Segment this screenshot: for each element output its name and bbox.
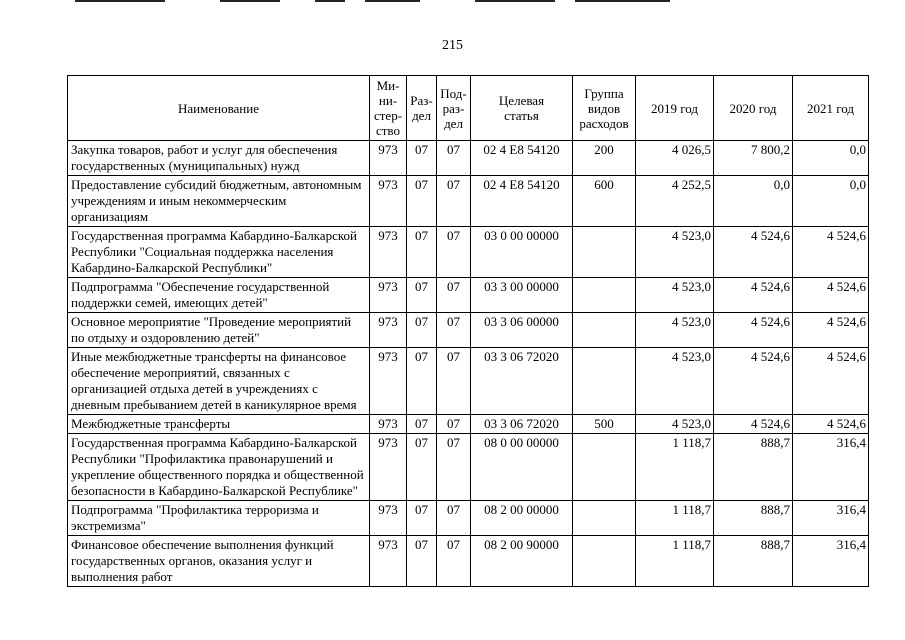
row-ministry: 973 [370, 141, 407, 176]
row-2020: 888,7 [714, 536, 793, 587]
previous-page-text-edge [75, 0, 675, 3]
row-name: Закупка товаров, работ и услуг для обеспечения государственных (муниципальных) нужд [68, 141, 370, 176]
row-target: 08 2 00 90000 [471, 536, 573, 587]
column-header-2019: 2019 год [636, 76, 714, 141]
column-header-name: Наименование [68, 76, 370, 141]
row-target: 03 0 00 00000 [471, 227, 573, 278]
budget-table [67, 75, 869, 587]
row-ministry: 973 [370, 434, 407, 501]
table-row [68, 141, 869, 176]
column-header-ministry-label: Ми- ни- стер- ство [373, 78, 403, 138]
row-2021: 4 524,6 [793, 227, 869, 278]
row-subsection: 07 [437, 348, 471, 415]
row-name: Межбюджетные трансферты [68, 415, 370, 434]
row-name: Финансовое обеспечение выполнения функций государственных органов, оказания услуг и выполнения работ [68, 536, 370, 587]
row-ministry: 973 [370, 227, 407, 278]
row-ministry: 973 [370, 536, 407, 587]
table-row [68, 227, 869, 278]
column-header-2020: 2020 год [714, 76, 793, 141]
row-2019: 1 118,7 [636, 501, 714, 536]
row-name: Государственная программа Кабардино-Балкарской Республики "Социальная поддержка населения Кабардино-Балкарской Республики" [68, 227, 370, 278]
row-section: 07 [407, 278, 437, 313]
row-2021: 4 524,6 [793, 348, 869, 415]
row-2021: 316,4 [793, 434, 869, 501]
row-2019: 4 523,0 [636, 227, 714, 278]
row-group [573, 278, 636, 313]
row-2021: 4 524,6 [793, 313, 869, 348]
page-number: 215 [442, 38, 463, 53]
row-2019: 4 252,5 [636, 176, 714, 227]
row-2021: 0,0 [793, 176, 869, 227]
column-header-ministry [370, 76, 407, 141]
column-header-subsection-label: Под- раз- дел [440, 85, 467, 131]
row-group: 600 [573, 176, 636, 227]
column-header-target-label: Целевая статья [498, 93, 545, 123]
row-2020: 4 524,6 [714, 313, 793, 348]
row-2019: 4 523,0 [636, 313, 714, 348]
row-subsection: 07 [437, 415, 471, 434]
row-section: 07 [407, 176, 437, 227]
table-row [68, 348, 869, 415]
row-name: Основное мероприятие "Проведение мероприятий по отдыху и оздоровлению детей" [68, 313, 370, 348]
row-ministry: 973 [370, 348, 407, 415]
table-row [68, 176, 869, 227]
row-section: 07 [407, 348, 437, 415]
row-2021: 316,4 [793, 501, 869, 536]
table-row [68, 536, 869, 587]
row-subsection: 07 [437, 434, 471, 501]
row-2019: 4 523,0 [636, 278, 714, 313]
row-target: 03 3 06 00000 [471, 313, 573, 348]
row-ministry: 973 [370, 313, 407, 348]
row-name: Иные межбюджетные трансферты на финансовое обеспечение мероприятий, связанных с организацией отдыха детей в учреждениях с дневным пребыванием детей в каникулярное время [68, 348, 370, 415]
table-row [68, 434, 869, 501]
column-header-group-label: Группа видов расходов [579, 85, 629, 131]
row-section: 07 [407, 141, 437, 176]
table-header-row [68, 76, 869, 141]
row-subsection: 07 [437, 313, 471, 348]
row-group [573, 434, 636, 501]
row-target: 08 2 00 00000 [471, 501, 573, 536]
row-group [573, 227, 636, 278]
column-header-target-article [471, 76, 573, 141]
row-group [573, 348, 636, 415]
row-subsection: 07 [437, 176, 471, 227]
column-header-2021: 2021 год [793, 76, 869, 141]
row-section: 07 [407, 227, 437, 278]
row-2020: 0,0 [714, 176, 793, 227]
row-2020: 4 524,6 [714, 348, 793, 415]
row-2021: 316,4 [793, 536, 869, 587]
row-section: 07 [407, 434, 437, 501]
row-2020: 4 524,6 [714, 278, 793, 313]
row-target: 08 0 00 00000 [471, 434, 573, 501]
row-2019: 4 026,5 [636, 141, 714, 176]
row-subsection: 07 [437, 227, 471, 278]
row-name: Государственная программа Кабардино-Балкарской Республики "Профилактика правонарушений и укрепление общественного порядка и общественной безопасности в Кабардино-Балкарской Республике" [68, 434, 370, 501]
row-ministry: 973 [370, 415, 407, 434]
row-name: Подпрограмма "Обеспечение государственной поддержки семей, имеющих детей" [68, 278, 370, 313]
table-row [68, 415, 869, 434]
row-ministry: 973 [370, 501, 407, 536]
row-ministry: 973 [370, 176, 407, 227]
row-section: 07 [407, 536, 437, 587]
row-subsection: 07 [437, 536, 471, 587]
row-2020: 4 524,6 [714, 227, 793, 278]
row-group: 200 [573, 141, 636, 176]
row-2020: 4 524,6 [714, 415, 793, 434]
row-2020: 888,7 [714, 434, 793, 501]
row-group [573, 536, 636, 587]
row-section: 07 [407, 313, 437, 348]
row-2019: 1 118,7 [636, 434, 714, 501]
row-2021: 4 524,6 [793, 278, 869, 313]
column-header-section [407, 76, 437, 141]
row-2021: 4 524,6 [793, 415, 869, 434]
row-group [573, 313, 636, 348]
column-header-subsection [437, 76, 471, 141]
row-ministry: 973 [370, 278, 407, 313]
row-group: 500 [573, 415, 636, 434]
row-2020: 7 800,2 [714, 141, 793, 176]
row-2019: 4 523,0 [636, 415, 714, 434]
row-2019: 1 118,7 [636, 536, 714, 587]
row-target: 02 4 E8 54120 [471, 141, 573, 176]
row-subsection: 07 [437, 278, 471, 313]
row-subsection: 07 [437, 501, 471, 536]
column-header-expense-group [573, 76, 636, 141]
row-target: 03 3 06 72020 [471, 415, 573, 434]
row-subsection: 07 [437, 141, 471, 176]
table-row [68, 501, 869, 536]
column-header-section-label: Раз- дел [410, 93, 433, 123]
row-2021: 0,0 [793, 141, 869, 176]
row-target: 03 3 00 00000 [471, 278, 573, 313]
row-target: 03 3 06 72020 [471, 348, 573, 415]
row-target: 02 4 E8 54120 [471, 176, 573, 227]
row-group [573, 501, 636, 536]
table-row [68, 278, 869, 313]
row-name: Предоставление субсидий бюджетным, автономным учреждениям и иным некоммерческим организациям [68, 176, 370, 227]
row-section: 07 [407, 501, 437, 536]
row-2019: 4 523,0 [636, 348, 714, 415]
row-2020: 888,7 [714, 501, 793, 536]
row-section: 07 [407, 415, 437, 434]
row-name: Подпрограмма "Профилактика терроризма и экстремизма" [68, 501, 370, 536]
table-row [68, 313, 869, 348]
